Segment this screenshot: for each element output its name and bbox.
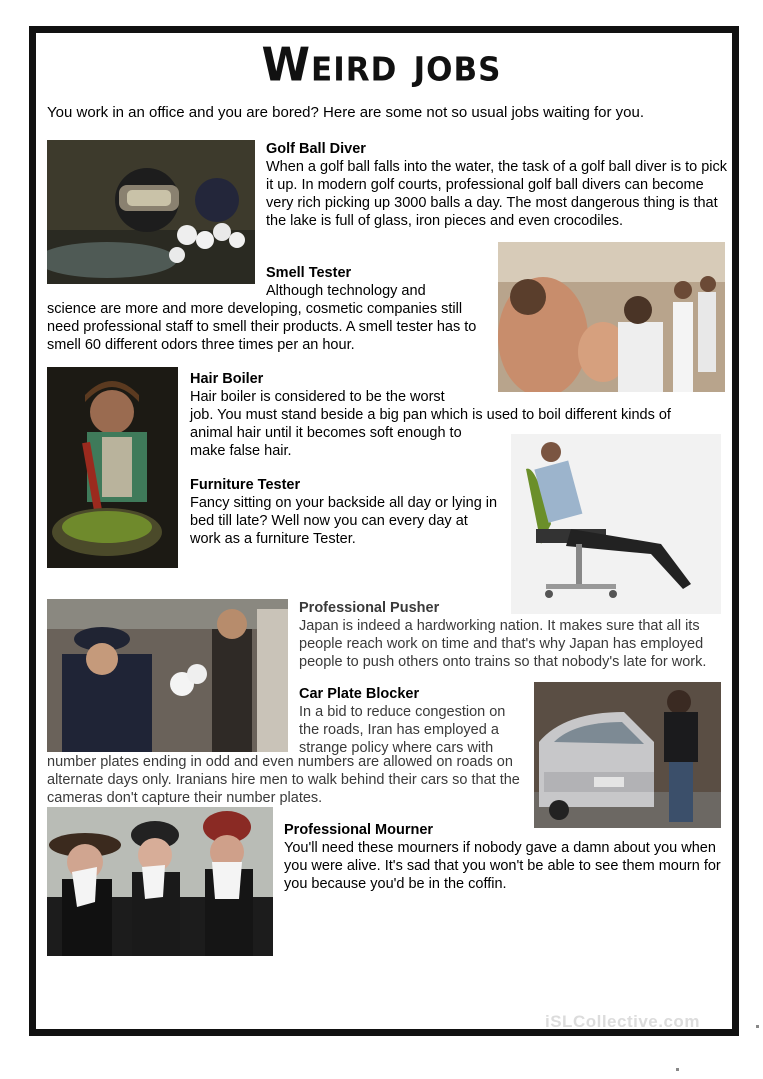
scan-dot	[676, 1068, 679, 1071]
hair-boiler-photo	[47, 367, 178, 568]
pusher-photo	[47, 599, 288, 752]
watermark: iSLCollective.com	[545, 1012, 700, 1031]
golf-heading: Golf Ball Diver	[266, 141, 366, 157]
hair-line3: animal hair until it becomes soft enough to	[190, 425, 462, 441]
page-title: Weird jobs	[261, 38, 502, 93]
golf-text	[266, 140, 732, 230]
mourner-heading: Professional Mourner	[284, 822, 434, 838]
smell-text-top	[266, 264, 496, 300]
scan-dot	[756, 1025, 759, 1028]
mourner-body: You'll need these mourners if nobody gave a damn about you when you were alive. It's sad that you won't be able to see them mourn for you because you'd be in the coffin.	[284, 840, 721, 892]
plate-text-top	[299, 685, 531, 757]
golf-body: When a golf ball falls into the water, the task of a golf ball diver is to pick it up. In modern golf courts, professional golf ball divers can become very rich picking up 3000 balls a day. The most dangerous thing is that the lake is full of glass, iron pieces and even crocodiles.	[266, 159, 728, 229]
car-plate-photo	[534, 682, 721, 828]
smell-text-rest: science are more and more developing, cosmetic companies still need professional staff to smell their products. A smell tester has to smell 60 different odors three times per an hour.	[47, 301, 477, 353]
plate-line2: the roads, Iran has employed a	[299, 722, 499, 738]
hair-line1: Hair boiler is considered to be the worst	[190, 389, 445, 405]
furniture-heading: Furniture Tester	[190, 477, 301, 493]
smell-line1: Although technology and	[266, 283, 426, 299]
hair-line2: job. You must stand beside a big pan which is used to boil different kinds of	[190, 407, 671, 423]
mourner-text	[284, 821, 724, 893]
plate-line1: In a bid to reduce congestion on	[299, 704, 506, 720]
mourner-photo	[47, 807, 273, 956]
intro-text: You work in an office and you are bored? Here are some not so usual jobs waiting for you.	[47, 104, 645, 121]
hair-heading: Hair Boiler	[190, 371, 264, 387]
furniture-body: Fancy sitting on your backside all day or lying in bed till late? Well now you can every day at work as a furniture Tester.	[190, 495, 498, 547]
smell-heading: Smell Tester	[266, 265, 352, 281]
plate-line3: strange policy where cars with	[299, 740, 494, 756]
plate-heading: Car Plate Blocker	[299, 686, 420, 702]
plate-text-rest: number plates ending in odd and even numbers are allowed on roads on alternate days only. Iranians hire men to walk behind their cars so that the cameras don't capture their number plates.	[47, 754, 520, 806]
pusher-heading: Professional Pusher	[299, 600, 440, 616]
pusher-body: Japan is indeed a hardworking nation. It makes sure that all its people reach work on time and that's why Japan has employed people to push others onto trains so that nobody's late for work.	[299, 618, 707, 670]
furniture-tester-photo	[511, 434, 721, 614]
golf-diver-photo	[47, 140, 255, 284]
furniture-text	[190, 476, 502, 548]
pusher-text	[299, 599, 724, 671]
hair-line4: make false hair.	[190, 443, 292, 459]
